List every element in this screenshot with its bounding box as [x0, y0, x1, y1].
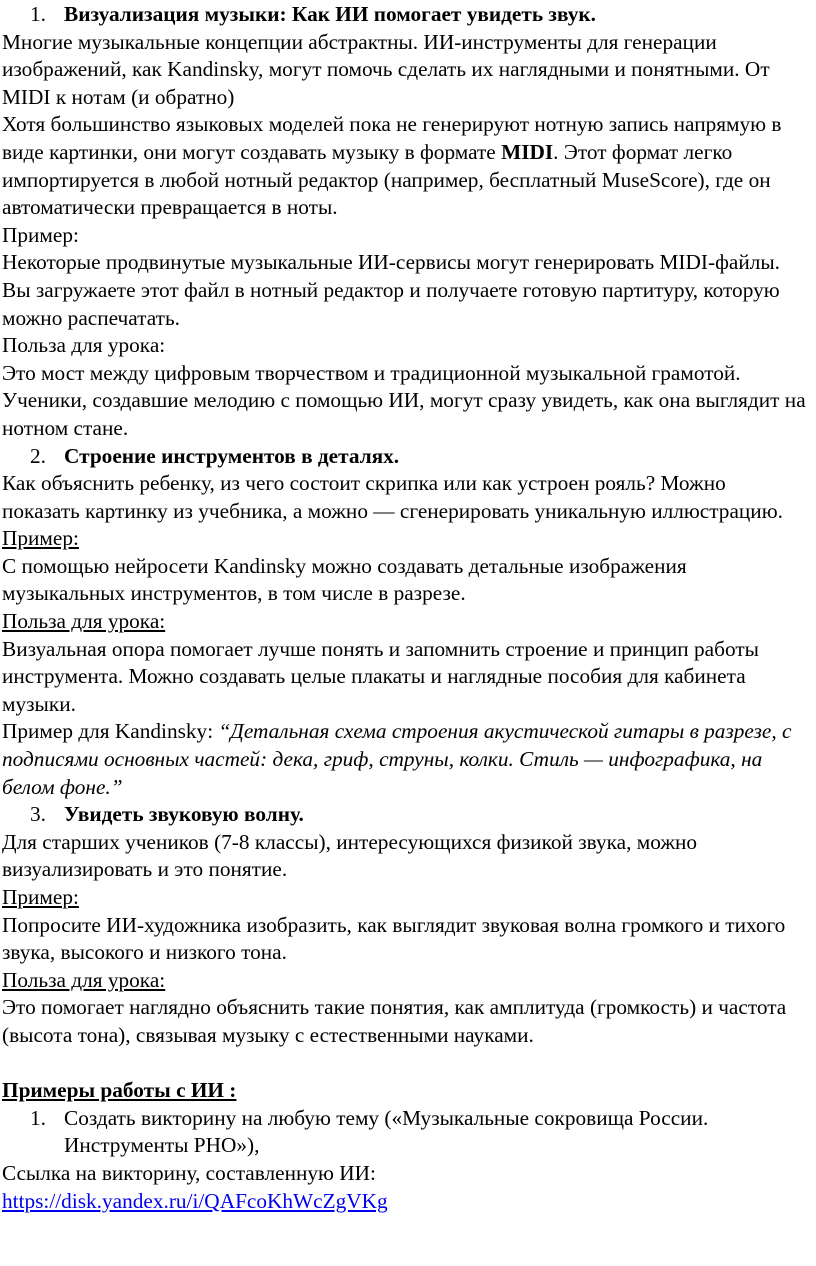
section-title: Строение инструментов в деталях.	[64, 443, 400, 468]
paragraph: С помощью нейросети Kandinsky можно создавать детальные изображения музыкальных инструментов, в том числе в разрезе.	[2, 553, 687, 606]
paragraph: Многие музыкальные концепции абстрактны. ИИ-инструменты для генерации изображений, как Kandinsky, могут помочь сделать их наглядными и понятными. От MIDI к нотам (и обратно)	[2, 29, 770, 109]
list-number: 1.	[30, 1105, 46, 1130]
blank-line	[2, 1050, 806, 1078]
examples-list-item	[2, 1105, 806, 1160]
prompt-text: “Детальная схема строения акустической гитары в разрезе, с подписями основных частей: дека, гриф, струны, колки. Стиль — инфографика, на белом фоне.”	[2, 719, 792, 799]
example-label: Пример:	[2, 222, 79, 247]
quiz-link[interactable]: https://disk.yandex.ru/i/QAFcoKhWcZgVKg	[2, 1188, 388, 1213]
example-label: Пример:	[2, 885, 79, 909]
prompt-example	[2, 718, 806, 801]
section-1-heading	[2, 1, 806, 29]
link-paragraph	[2, 1188, 806, 1216]
prompt-label: Пример для Kandinsky:	[2, 719, 219, 744]
section-2-heading	[2, 443, 806, 471]
paragraph: Некоторые продвинутые музыкальные ИИ-сервисы могут генерировать MIDI-файлы. Вы загружаете этот файл в нотный редактор и получаете готовую партитуру, которую можно распечатать.	[2, 250, 780, 330]
section-title: Увидеть звуковую волну.	[64, 802, 304, 827]
list-number: 1.	[30, 2, 46, 26]
section-3-heading	[2, 801, 806, 829]
bold-term: MIDI	[501, 139, 554, 164]
paragraph: Визуальная опора помогает лучше понять и запомнить строение и принцип работы инструмента. Можно создавать целые плакаты и наглядные пособия для кабинета музыки.	[2, 636, 759, 716]
link-caption: Ссылка на викторину, составленную ИИ:	[2, 1160, 376, 1185]
paragraph: Как объяснить ребенку, из чего состоит скрипка или как устроен рояль? Можно показать картинку из учебника, а можно — сгенерировать уникальную иллюстрацию.	[2, 471, 783, 523]
examples-heading: Примеры работы с ИИ :	[2, 1078, 237, 1103]
list-number: 3.	[30, 802, 46, 827]
text-run: Хотя большинство языковых моделей пока не генерируют нотную запись напрямую в виде картинки, они могут создавать музыку в формате	[2, 112, 782, 164]
benefit-label: Польза для урока:	[2, 609, 166, 634]
paragraph: Для старших учеников (7-8 классы), интересующихся физикой звука, можно визуализировать и это понятие.	[2, 829, 698, 882]
paragraph: Это мост между цифровым творчеством и традиционной музыкальной грамотой. Ученики, создавшие мелодию с помощью ИИ, могут сразу увидеть, как она выглядит на нотном стане.	[2, 360, 806, 440]
benefit-label: Польза для урока:	[2, 967, 166, 992]
benefit-label: Польза для урока:	[2, 333, 166, 358]
section-title: Визуализация музыки: Как ИИ помогает увидеть звук.	[64, 2, 596, 26]
paragraph: Это помогает наглядно объяснить такие понятия, как амплитуда (громкость) и частота (высота тона), связывая музыку с естественными науками.	[2, 995, 787, 1047]
paragraph: Попросите ИИ-художника изобразить, как выглядит звуковая волна громкого и тихого звука, высокого и низкого тона.	[2, 912, 786, 965]
list-item-text: Создать викторину на любую тему («Музыкальные сокровища России. Инструменты РНО»),	[64, 1105, 709, 1158]
list-number: 2.	[30, 443, 46, 468]
example-label: Пример:	[2, 526, 79, 551]
text-run: . Этот формат легко импортируется в любой нотный редактор (например, бесплатный MuseScore), где он автоматически превращается в ноты.	[2, 139, 771, 220]
paragraph	[2, 111, 806, 221]
